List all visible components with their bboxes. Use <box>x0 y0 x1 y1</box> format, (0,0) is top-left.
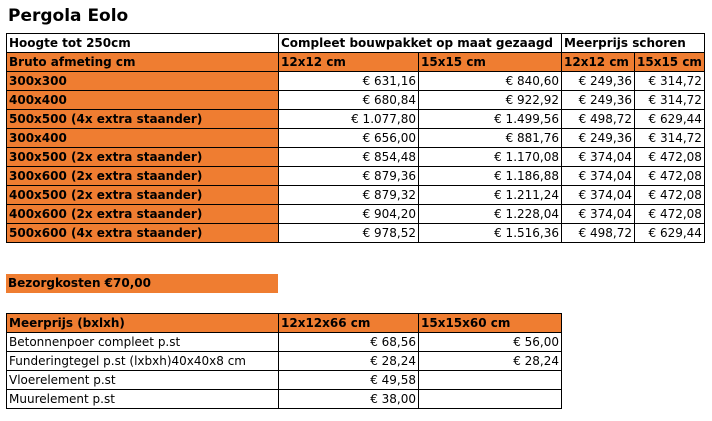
table-header-row-2 <box>7 53 705 72</box>
table-row <box>7 129 705 148</box>
table-row <box>7 205 705 224</box>
table-row <box>7 72 705 91</box>
extras-header-item: Meerprijs (bxlxh) <box>7 314 279 333</box>
price-cell: € 879,36 <box>279 167 419 186</box>
price-cell: € 374,04 <box>562 167 635 186</box>
header-schoren-12x12: 12x12 cm <box>562 53 635 72</box>
table-row <box>7 224 705 243</box>
price-cell: € 374,04 <box>562 186 635 205</box>
price-cell: € 680,84 <box>279 91 419 110</box>
price-cell: € 374,04 <box>562 148 635 167</box>
price-cell: € 1.186,88 <box>419 167 562 186</box>
price-cell: € 314,72 <box>635 72 705 91</box>
item-cell: Muurelement p.st <box>7 390 279 409</box>
price-cell: € 1.170,08 <box>419 148 562 167</box>
price-cell: € 28,24 <box>419 352 562 371</box>
table-row <box>7 371 562 390</box>
price-cell: € 1.228,04 <box>419 205 562 224</box>
price-cell: € 656,00 <box>279 129 419 148</box>
price-cell: € 1.211,24 <box>419 186 562 205</box>
extras-header-row <box>7 314 562 333</box>
table-row <box>7 390 562 409</box>
item-cell: Funderingtegel p.st (lxbxh)40x40x8 cm <box>7 352 279 371</box>
table-row <box>7 148 705 167</box>
page-title: Pergola Eolo <box>8 6 129 26</box>
price-cell: € 472,08 <box>635 167 705 186</box>
header-15x15: 15x15 cm <box>419 53 562 72</box>
price-cell: € 1.499,56 <box>419 110 562 129</box>
delivery-cost-label: Bezorgkosten €70,00 <box>6 274 278 293</box>
price-cell: € 249,36 <box>562 91 635 110</box>
price-cell: € 472,08 <box>635 205 705 224</box>
table-row <box>7 333 562 352</box>
header-size: Bruto afmeting cm <box>7 53 279 72</box>
table-row <box>7 186 705 205</box>
size-cell: 500x500 (4x extra staander) <box>7 110 279 129</box>
size-cell: 400x600 (2x extra staander) <box>7 205 279 224</box>
table-row <box>7 110 705 129</box>
price-cell: € 374,04 <box>562 205 635 224</box>
price-cell: € 881,76 <box>419 129 562 148</box>
extras-header-12x12: 12x12x66 cm <box>279 314 419 333</box>
table-row <box>7 352 562 371</box>
size-cell: 300x600 (2x extra staander) <box>7 167 279 186</box>
price-cell: € 314,72 <box>635 91 705 110</box>
price-cell: € 840,60 <box>419 72 562 91</box>
price-cell: € 498,72 <box>562 224 635 243</box>
price-cell: € 68,56 <box>279 333 419 352</box>
header-package: Compleet bouwpakket op maat gezaagd <box>279 34 562 53</box>
price-cell: € 49,58 <box>279 371 419 390</box>
price-cell: € 56,00 <box>419 333 562 352</box>
extras-header-15x15: 15x15x60 cm <box>419 314 562 333</box>
extras-table <box>6 313 562 409</box>
header-12x12: 12x12 cm <box>279 53 419 72</box>
price-cell: € 1.077,80 <box>279 110 419 129</box>
price-cell: € 249,36 <box>562 72 635 91</box>
price-cell <box>419 390 562 409</box>
table-header-row-1 <box>7 34 705 53</box>
price-cell: € 314,72 <box>635 129 705 148</box>
table-row <box>7 91 705 110</box>
size-cell: 300x300 <box>7 72 279 91</box>
price-cell: € 631,16 <box>279 72 419 91</box>
price-cell <box>419 371 562 390</box>
price-cell: € 1.516,36 <box>419 224 562 243</box>
price-cell: € 249,36 <box>562 129 635 148</box>
item-cell: Betonnenpoer compleet p.st <box>7 333 279 352</box>
price-cell: € 38,00 <box>279 390 419 409</box>
price-cell: € 498,72 <box>562 110 635 129</box>
price-cell: € 472,08 <box>635 186 705 205</box>
price-cell: € 978,52 <box>279 224 419 243</box>
price-cell: € 629,44 <box>635 224 705 243</box>
price-cell: € 28,24 <box>279 352 419 371</box>
price-cell: € 922,92 <box>419 91 562 110</box>
price-cell: € 879,32 <box>279 186 419 205</box>
size-cell: 300x500 (2x extra staander) <box>7 148 279 167</box>
price-cell: € 854,48 <box>279 148 419 167</box>
price-cell: € 629,44 <box>635 110 705 129</box>
header-height: Hoogte tot 250cm <box>7 34 279 53</box>
size-cell: 500x600 (4x extra staander) <box>7 224 279 243</box>
item-cell: Vloerelement p.st <box>7 371 279 390</box>
price-cell: € 472,08 <box>635 148 705 167</box>
header-schoren-15x15: 15x15 cm <box>635 53 705 72</box>
header-schoren: Meerprijs schoren <box>562 34 705 53</box>
size-cell: 300x400 <box>7 129 279 148</box>
table-row <box>7 167 705 186</box>
price-table <box>6 33 705 243</box>
price-cell: € 904,20 <box>279 205 419 224</box>
size-cell: 400x500 (2x extra staander) <box>7 186 279 205</box>
size-cell: 400x400 <box>7 91 279 110</box>
